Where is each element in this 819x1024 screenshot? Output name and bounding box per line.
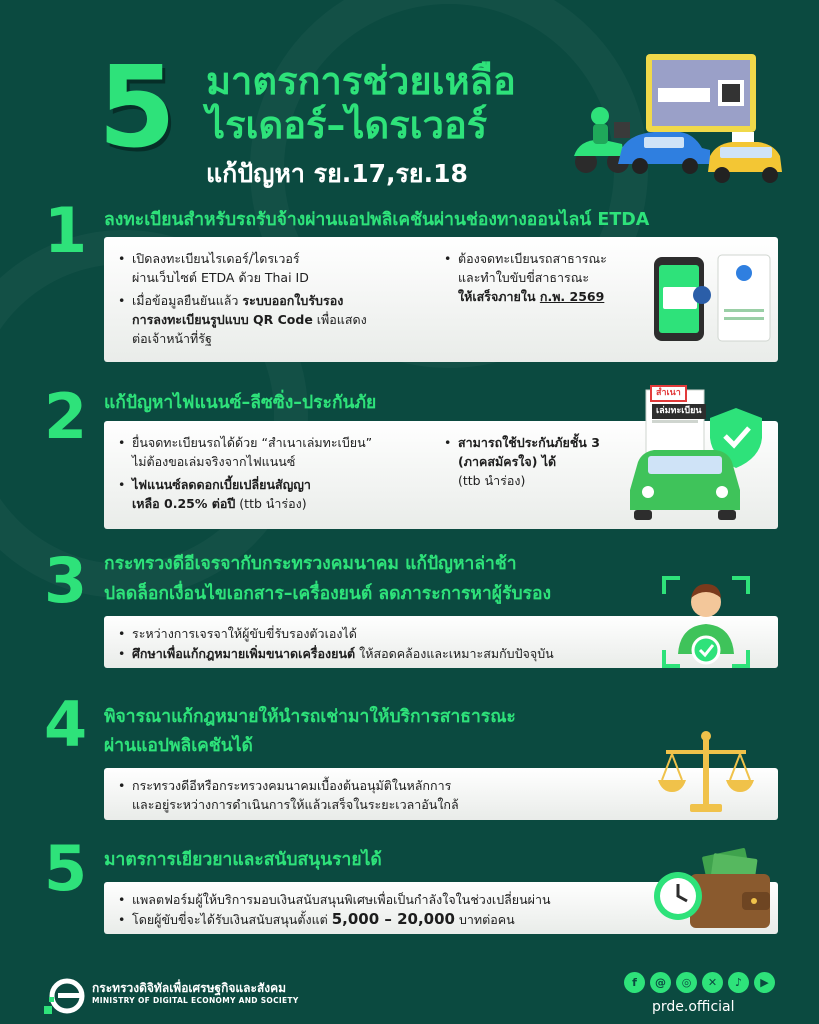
section-1-number: 1 [44,194,88,267]
list-item: • ต้องจดทะเบียนรถสาธารณะ และทำใบขับขี่สาธารณะ ให้เสร็จภายใน ก.พ. 2569 [444,249,644,306]
list-item: • สามารถใช้ประกันภัยชั้น 3 (ภาคสมัครใจ) ได้ (ttb นำร่อง) [444,433,634,490]
verified-person-icon [660,574,752,670]
list-item: • เมื่อข้อมูลยืนยันแล้ว ระบบออกใบรับรอง การลงทะเบียนรูปแบบ QR Code เพื่อแสดง ต่อเจ้าหน้าที่รัฐ [118,291,438,348]
list-item: • เปิดลงทะเบียนไรเดอร์/ไดรเวอร์ ผ่านเว็บไซต์ ETDA ด้วย Thai ID [118,249,438,287]
threads-icon[interactable]: @ [650,972,671,993]
list-item: • แพลตฟอร์มผู้ให้บริการมอบเงินสนับสนุนพิเศษเพื่อเป็นกำลังใจในช่วงเปลี่ยนผ่าน [118,890,698,909]
section-3-number: 3 [44,544,88,617]
section-2-heading: แก้ปัญหาไฟแนนซ์–ลีซซิ่ง–ประกันภัย [104,393,377,413]
facebook-icon[interactable]: f [624,972,645,993]
section-5-number: 5 [44,832,88,905]
ministry-name-en: MINISTRY OF DIGITAL ECONOMY AND SOCIETY [92,996,299,1005]
ministry-logo-icon [40,972,86,1018]
page-subtitle: แก้ปัญหา รย.17,รย.18 [206,159,468,188]
list-item: • กระทรวงดีอีหรือกระทรวงคมนาคมเบื้องต้นอนุมัติในหลักการ และอยู่ระหว่างการดำเนินการให้แล้วเสร็จในระยะเวลาอันใกล้ [118,776,658,814]
list-item: • ยื่นจดทะเบียนรถได้ด้วย “สำเนาเล่มทะเบียน” ไม่ต้องขอเล่มจริงจากไฟแนนซ์ [118,433,438,471]
page-title-line2: ไรเดอร์–ไดรเวอร์ [206,103,488,147]
section-3-heading-line1: กระทรวงดีอีเจรจากับกระทรวงคมนาคม แก้ปัญหาล่าช้า [104,554,517,574]
document-title: เล่มทะเบียน [652,404,706,419]
youtube-icon[interactable]: ▶ [754,972,775,993]
section-3-heading-line2: ปลดล็อกเงื่อนไขเอกสาร–เครื่องยนต์ ลดภาระการหาผู้รับรอง [104,584,552,604]
scales-of-justice-icon [656,728,756,820]
document-stamp: สำเนา [650,385,687,402]
list-item: • ศึกษาเพื่อแก้กฎหมายเพิ่มขนาดเครื่องยนต์ ให้สอดคล้องและเหมาะสมกับปัจจุบัน [118,644,678,663]
section-1-card [104,237,778,362]
page-title-line1: มาตรการช่วยเหลือ [206,59,516,103]
social-handle[interactable]: prde.official [652,999,735,1015]
vehicles-illustration [560,52,790,192]
section-1-heading: ลงทะเบียนสำหรับรถรับจ้างผ่านแอปพลิเคชันผ่านช่องทางออนไลน์ ETDA [104,210,650,230]
social-links [624,972,775,993]
list-item: • ไฟแนนซ์ลดดอกเบี้ยเปลี่ยนสัญญา เหลือ 0.25% ต่อปี (ttb นำร่อง) [118,475,438,513]
section-5-heading: มาตรการเยียวยาและสนับสนุนรายได้ [104,850,382,870]
instagram-icon[interactable]: ◎ [676,972,697,993]
section-2-number: 2 [44,380,88,453]
list-item: • ระหว่างการเจรจาให้ผู้ขับขี่รับรองตัวเองได้ [118,624,678,643]
tiktok-icon[interactable]: ♪ [728,972,749,993]
header-number: 5 [98,43,176,173]
section-4-heading-line2: ผ่านแอปพลิเคชันได้ [104,736,253,756]
list-item: • โดยผู้ขับขี่จะได้รับเงินสนับสนุนตั้งแต่ 5,000 – 20,000 บาทต่อคน [118,910,698,929]
ministry-name-th: กระทรวงดิจิทัลเพื่อเศรษฐกิจและสังคม [92,981,287,995]
section-4-number: 4 [44,688,88,761]
phone-certificate-icon [650,251,774,351]
wallet-clock-icon [650,846,774,938]
x-icon[interactable]: ✕ [702,972,723,993]
section-4-heading-line1: พิจารณาแก้กฎหมายให้นำรถเช่ามาให้บริการสาธารณะ [104,707,516,727]
